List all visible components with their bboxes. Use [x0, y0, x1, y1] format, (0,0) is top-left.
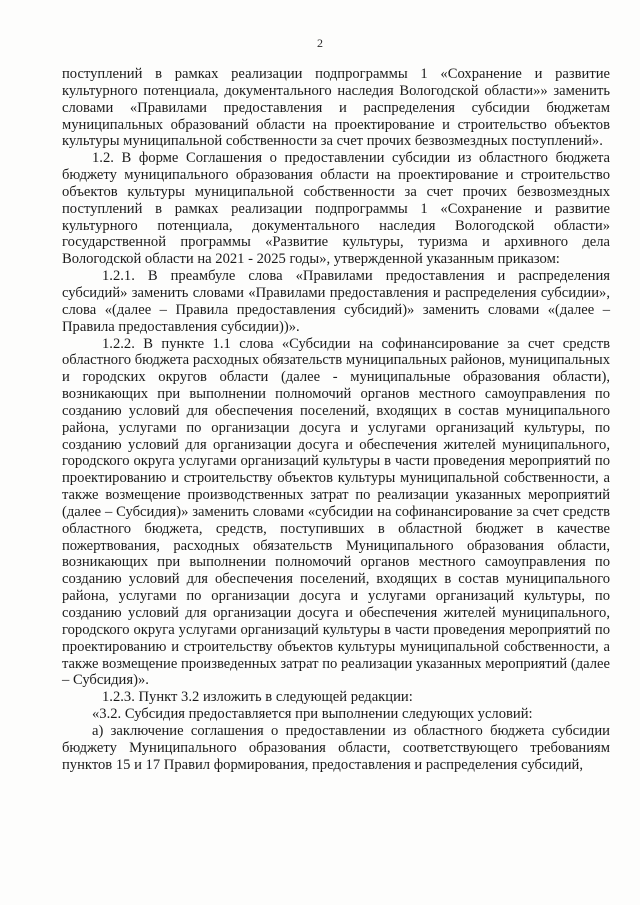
paragraph-1-2-1: 1.2.1. В преамбуле слова «Правилами предоставления и распределения субсидий» заменить словами «Правилами предоставления и распределения субсидии», слова «(далее – Правила предоставления субсидий)» заменить словами «(далее – Правила предоставления субсидии))». — [62, 268, 610, 335]
page-number: 2 — [317, 36, 323, 50]
paragraph-1-2-3: 1.2.3. Пункт 3.2 изложить в следующей редакции: — [102, 689, 413, 706]
paragraph-3-2: «3.2. Субсидия предоставляется при выполнении следующих условий: — [92, 706, 533, 723]
paragraph-3-2-a: а) заключение соглашения о предоставлении из областного бюджета субсидии бюджету Муниципального образования области, соответствующего требованиям пунктов 15 и 17 Правил формирования, предоставления и распределения субсидий, — [62, 722, 610, 773]
paragraph-1-2: 1.2. В форме Соглашения о предоставлении субсидии из областного бюджета бюджету муниципального образования области на проектирование и строительство объектов культуры муниципальной собственности за счет прочих безвозмездных поступлений в рамках реализации подпрограммы 1 «Сохранение и развитие культурного потенциала, документального наследия Вологодской области» государственной программы «Развитие культуры, туризма и архивного дела Вологодской области на 2021 - 2025 годы», утвержденной указанным приказом: — [62, 150, 610, 268]
paragraph-1-2-2: 1.2.2. В пункте 1.1 слова «Субсидии на софинансирование за счет средств областного бюджета расходных обязательств муниципальных районов, муниципальных и городских округов области (далее - муниципальные образования области), возникающих при выполнении полномочий органов местного самоуправления по созданию условий для обеспечения поселений, входящих в состав муниципального района, услугами по организации досуга и услугами организаций культуры, по созданию условий для организации досуга и обеспечения жителей муниципального, городского округа услугами организаций культуры в части проведения мероприятий по проектированию и строительству объектов культуры муниципальной собственности, а также возмещение производственных затрат по реализации указанных мероприятий (далее – Субсидия)» заменить словами «субсидии на софинансирование за счет средств областного бюджета, средств, поступивших в областной бюджет в качестве пожертвования, расходных обязательств Муниципального образования области, возникающих при выполнении полномочий органов местного самоуправления по созданию условий для обеспечения поселений, входящих в состав муниципального района, услугами по организации досуга и услугами организаций культуры, по созданию условий для организации досуга и обеспечения жителей муниципального, городского округа услугами организаций культуры в части проведения мероприятий по проектированию и строительству объектов культуры муниципальной собственности, а также возмещение произведенных затрат по реализации указанных мероприятий (далее – Субсидия)». — [62, 335, 610, 689]
paragraph-continuation: поступлений в рамках реализации подпрограммы 1 «Сохранение и развитие культурного потенциала, документального наследия Вологодской области»» заменить словами «Правилами предоставления и распределения субсидии бюджетам муниципальных образований области на проектирование и строительство объектов культуры муниципальной собственности за счет прочих безвозмездных поступлений». — [62, 66, 610, 150]
document-body — [62, 66, 610, 773]
